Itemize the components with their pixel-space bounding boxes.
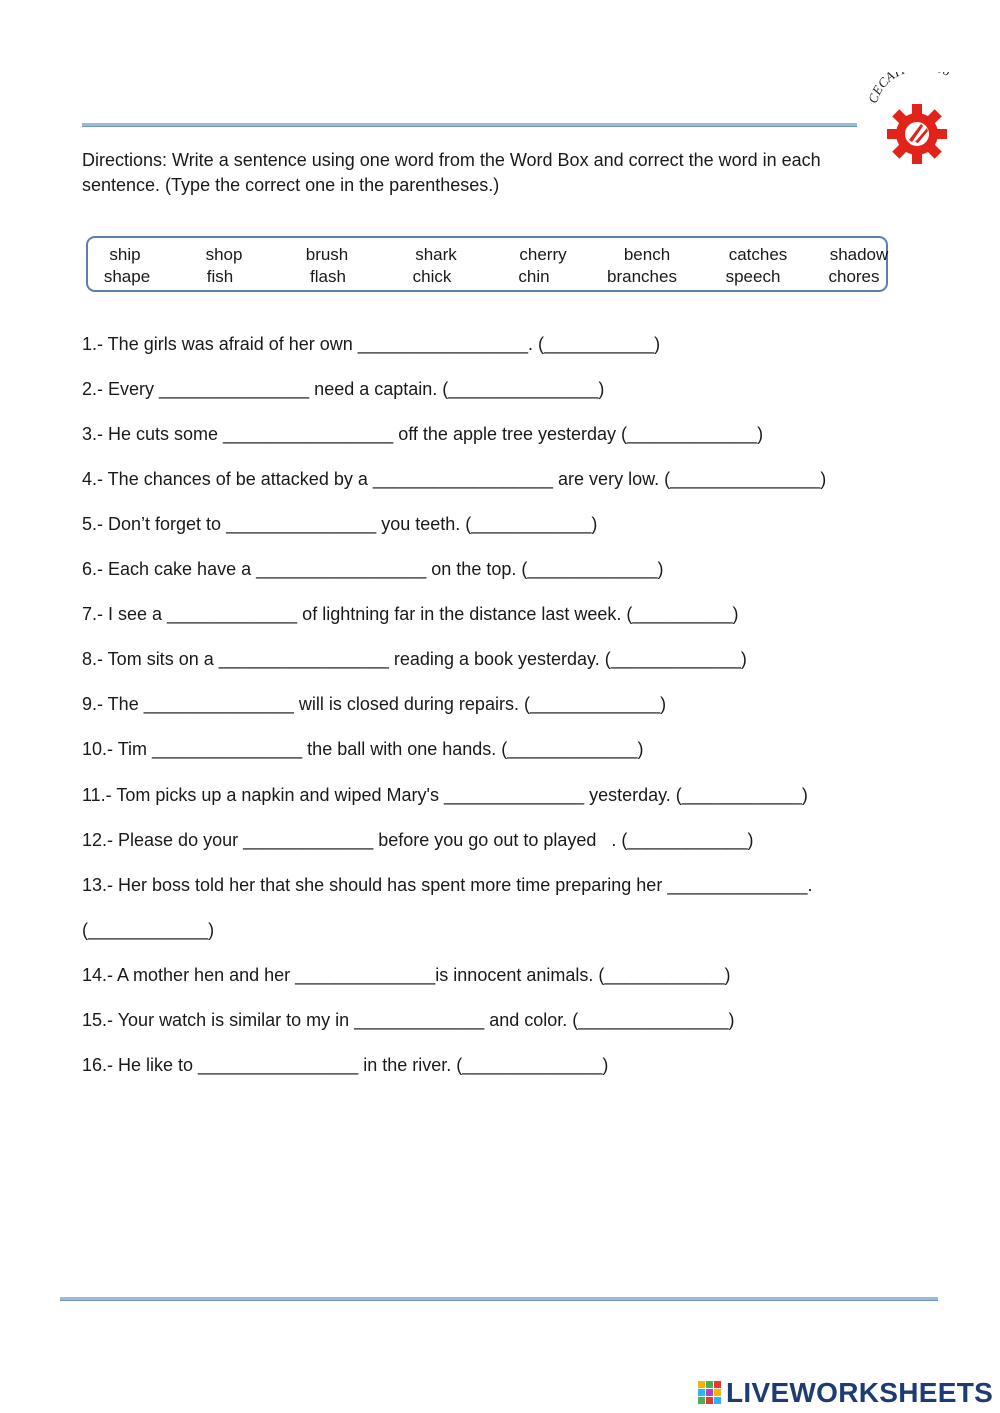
bottom-divider bbox=[60, 1297, 938, 1301]
word-box-item: chin bbox=[518, 267, 550, 286]
liveworksheets-brand: LIVEWORKSHEETS bbox=[726, 1377, 994, 1408]
word-box-item: brush bbox=[305, 245, 349, 264]
word-box-item: catches bbox=[728, 245, 788, 264]
word-box-item: chores bbox=[828, 267, 880, 286]
question-16: 16.- He like to ________________ in the river. (______________) bbox=[82, 1055, 609, 1075]
question-15: 15.- Your watch is similar to my in _____________ and color. (_______________) bbox=[82, 1010, 735, 1030]
word-box-item: shadow bbox=[829, 245, 889, 264]
word-box-item: chick bbox=[412, 267, 452, 286]
question-9: 9.- The _______________ will is closed during repairs. (_____________) bbox=[82, 694, 667, 714]
directions-text: Directions: Write a sentence using one word from the Word Box and correct the word in each sentence. (Type the correct one in the parentheses.) bbox=[82, 150, 821, 195]
top-divider bbox=[82, 123, 857, 127]
liveworksheets-logo bbox=[697, 1377, 993, 1409]
word-box-item: flash bbox=[310, 267, 346, 286]
question-3: 3.- He cuts some _________________ off the apple tree yesterday (_____________) bbox=[82, 424, 764, 444]
question-14: 14.- A mother hen and her ______________is innocent animals. (____________) bbox=[82, 965, 731, 985]
question-1: 1.- The girls was afraid of her own _________________. (___________) bbox=[82, 334, 661, 354]
question-7: 7.- I see a _____________ of lightning far in the distance last week. (__________) bbox=[82, 604, 739, 624]
question-13: 13.- Her boss told her that she should has spent more time preparing her ______________. bbox=[82, 875, 813, 895]
question-11: 11.- Tom picks up a napkin and wiped Mary's ______________ yesterday. (____________) bbox=[82, 785, 808, 805]
word-box-item: fish bbox=[206, 267, 234, 286]
question-6: 6.- Each cake have a _________________ on the top. (_____________) bbox=[82, 559, 664, 579]
question-8: 8.- Tom sits on a _________________ reading a book yesterday. (_____________) bbox=[82, 649, 747, 669]
word-box-item: speech bbox=[725, 267, 781, 286]
question-10: 10.- Tim _______________ the ball with one hands. (_____________) bbox=[82, 739, 644, 759]
word-box bbox=[86, 236, 888, 292]
question-2: 2.- Every _______________ need a captain. (_______________) bbox=[82, 379, 605, 399]
word-box-item: shop bbox=[205, 245, 243, 264]
question-12: 12.- Please do your _____________ before you go out to played . (____________) bbox=[82, 830, 754, 850]
logo-text: CECAT bbox=[865, 72, 903, 105]
question-13-answer: (____________) bbox=[82, 920, 215, 940]
word-box-item: shape bbox=[103, 267, 151, 286]
word-box-item: shark bbox=[415, 245, 457, 264]
question-4: 4.- The chances of be attacked by a __________________ are very low. (_______________) bbox=[82, 469, 827, 489]
word-box-item: branches bbox=[607, 267, 677, 286]
question-5: 5.- Don’t forget to _______________ you teeth. (____________) bbox=[82, 514, 598, 534]
word-box-item: bench bbox=[623, 245, 671, 264]
word-box-item: cherry bbox=[519, 245, 567, 264]
word-box-item: ship bbox=[109, 245, 141, 264]
liveworksheets-icon bbox=[697, 1380, 723, 1406]
